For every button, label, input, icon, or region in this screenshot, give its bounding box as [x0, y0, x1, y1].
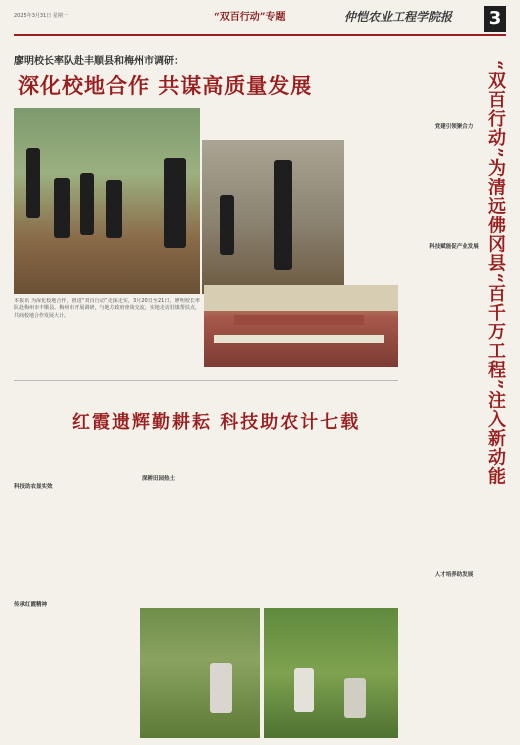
section-divider [14, 380, 398, 381]
issue-date: 2025年3月31日 星期一 [14, 13, 68, 19]
article1-headline: 深化校地合作 共谋高质量发展 [18, 73, 313, 98]
column-title: “双百行动”专题 [214, 12, 286, 23]
photo-tree-planting [14, 108, 200, 294]
article2-subhead-3: 传承红霞精神 [14, 602, 48, 608]
photo-planting-2 [202, 140, 344, 294]
page-number: 3 [484, 6, 506, 32]
photo-meeting [204, 285, 398, 367]
photo-field-1 [140, 608, 260, 738]
article2-subhead-2: 科技助农显实效 [14, 484, 53, 490]
article1-lead: 本报讯 为深化校地合作，推进“双百行动”走深走实，3月20日至21日，廖明校长率队赴梅州市丰顺县、梅州市开展调研，与地方政府座谈交流，实地走访驻镇帮扶点，共商校地合作发展大计。 [14, 298, 200, 319]
article1-kicker: 廖明校长率队赴丰顺县和梅州市调研： [14, 56, 184, 67]
article2-headline: 红霞遗辉勤耕耘 科技助农计七载 [72, 412, 361, 433]
side-subhead-2: 科技赋能促产业发展 [429, 244, 479, 250]
article2-subhead-1: 深耕田园热土 [142, 476, 176, 482]
side-subhead-1: 党建引领聚合力 [434, 124, 474, 130]
photo-field-2 [264, 608, 398, 738]
paper-name: 仲恺农业工程学院报 [344, 10, 453, 24]
header-rule [14, 34, 506, 36]
page-header [14, 6, 506, 42]
side-subhead-3: 人才培养助发展 [434, 572, 474, 578]
side-vertical-title: “双百行动”为清远佛冈县“百千万工程”注入新动能 [485, 60, 506, 486]
